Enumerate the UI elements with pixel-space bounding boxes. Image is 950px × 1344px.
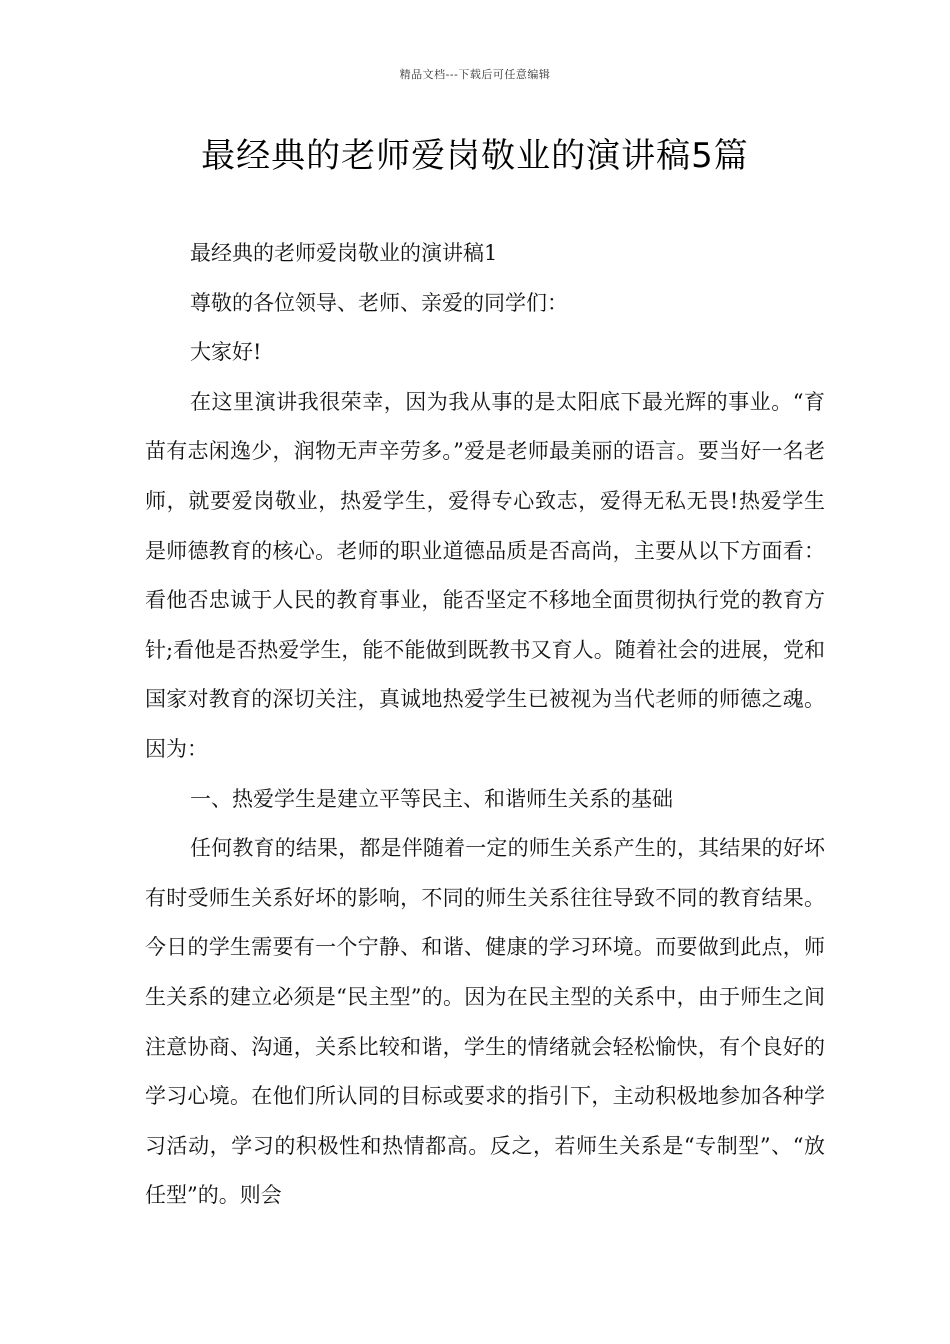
document-title: 最经典的老师爱岗敬业的演讲稿5篇 <box>201 136 749 176</box>
document-body <box>145 229 825 1221</box>
section-heading: 一、热爱学生是建立平等民主、和谐师生关系的基础 <box>190 786 673 811</box>
body-paragraph: 在这里演讲我很荣幸，因为我从事的是太阳底下最光辉的事业。“育苗有志闲逸少，润物无声辛劳多。”爱是老师最美丽的语言。要当好一名老师，就要爱岗敬业，热爱学生，爱得专心致志，爱得无私无畏!热爱学生是师德教育的核心。老师的职业道德品质是否高尚，主要从以下方面看：看他否忠诚于人民的教育事业，能否坚定不移地全面贯彻执行党的教育方针;看他是否热爱学生，能不能做到既教书又育人。随着社会的进展，党和国家对教育的深切关注，真诚地热爱学生已被视为当代老师的师德之魂。因为： <box>145 389 825 761</box>
salutation-paragraph: 尊敬的各位领导、老师、亲爱的同学们： <box>190 290 568 315</box>
body-paragraph: 任何教育的结果，都是伴随着一定的师生关系产生的，其结果的好坏有时受师生关系好坏的影响，不同的师生关系往往导致不同的教育结果。今日的学生需要有一个宁静、和谐、健康的学习环境。而要做到此点，师生关系的建立必须是“民主型”的。因为在民主型的关系中，由于师生之间注意协商、沟通，关系比较和谐，学生的情绪就会轻松愉快，有个良好的学习心境。在他们所认同的目标或要求的指引下，主动积极地参加各种学习活动，学习的积极性和热情都高。反之，若师生关系是“专制型”、“放任型”的。则会 <box>145 836 825 1208</box>
header-note: 精品文档---下载后可任意编辑 <box>399 68 551 81</box>
subtitle-paragraph: 最经典的老师爱岗敬业的演讲稿1 <box>190 241 498 265</box>
greeting-paragraph: 大家好! <box>190 340 262 365</box>
